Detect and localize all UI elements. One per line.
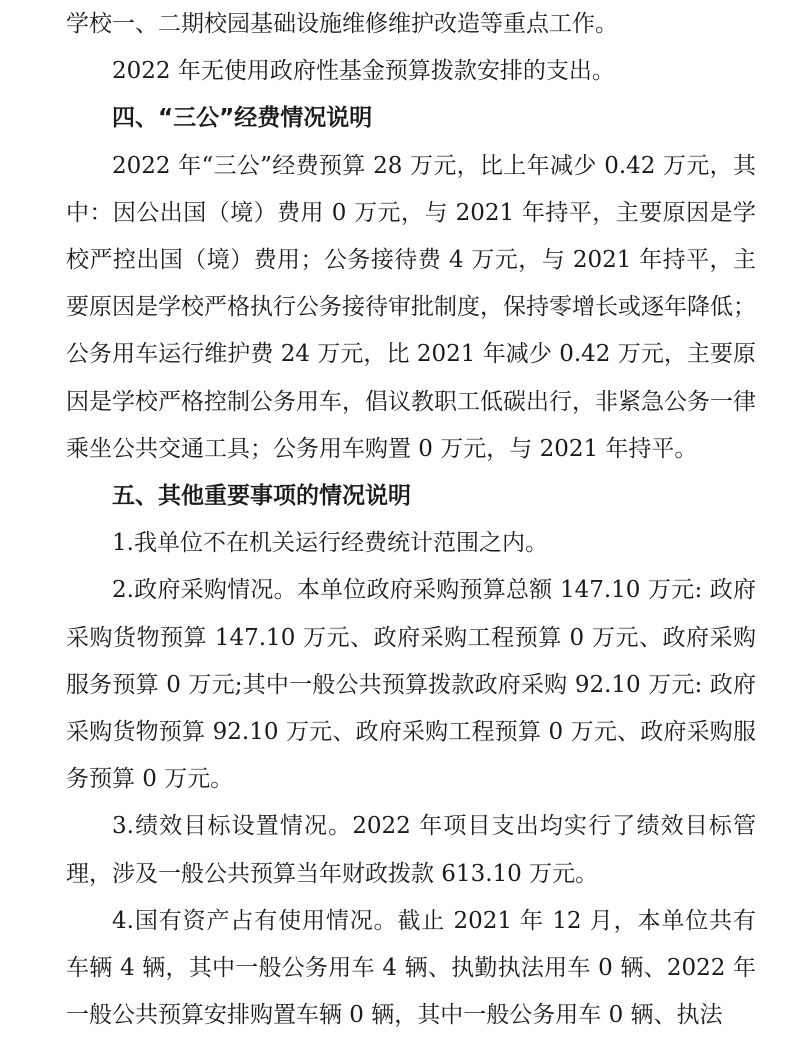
paragraph-item-4-assets: 4.国有资产占有使用情况。截止 2021 年 12 月，本单位共有车辆 4 辆，其中一般公务用车 4 辆、执勤执法用车 0 辆、2022 年一般公共预算安排购置车辆 0 辆，其中一般公务用车 0 辆、执法 bbox=[66, 907, 756, 1029]
document-page bbox=[66, 1, 756, 1039]
section-heading-other-matters: 五、其他重要事项的情况说明 bbox=[112, 483, 411, 510]
paragraph-three-public-expenses: 2022 年“三公”经费预算 28 万元，比上年减少 0.42 万元，其中：因公出国（境）费用 0 万元，与 2021 年持平，主要原因是学校严控出国（境）费用；公务接待费 4 万元，与 2021 年持平，主要原因是学校严格执行公务接待审批制度，保持零增长或逐年降低；公务用车运行维护费 24 万元，比 2021 年减少 0.42 万元，主要原因是学校严格控制公务用车，倡议教职工低碳出行，非紧急公务一律乘坐公共交通工具；公务用车购置 0 万元，与 2021 年持平。 bbox=[66, 152, 756, 462]
paragraph-continuation: 学校一、二期校园基础设施维修维护改造等重点工作。 bbox=[66, 11, 618, 37]
paragraph-item-2-procurement: 2.政府采购情况。本单位政府采购预算总额 147.10 万元: 政府采购货物预算 147.10 万元、政府采购工程预算 0 万元、政府采购服务预算 0 万元;其中一般公共预算拨款政府采购 92.10 万元: 政府采购货物预算 92.10 万元、政府采购工程预算 0 万元、政府采购服务预算 0 万元。 bbox=[66, 577, 756, 793]
paragraph-item-3-performance: 3.绩效目标设置情况。2022 年项目支出均实行了绩效目标管理，涉及一般公共预算当年财政拨款 613.10 万元。 bbox=[66, 813, 756, 887]
section-heading-three-public: 四、“三公”经费情况说明 bbox=[112, 105, 373, 132]
paragraph-item-1: 1.我单位不在机关运行经费统计范围之内。 bbox=[112, 530, 548, 557]
paragraph-fund-budget: 2022 年无使用政府性基金预算拨款安排的支出。 bbox=[112, 58, 615, 85]
